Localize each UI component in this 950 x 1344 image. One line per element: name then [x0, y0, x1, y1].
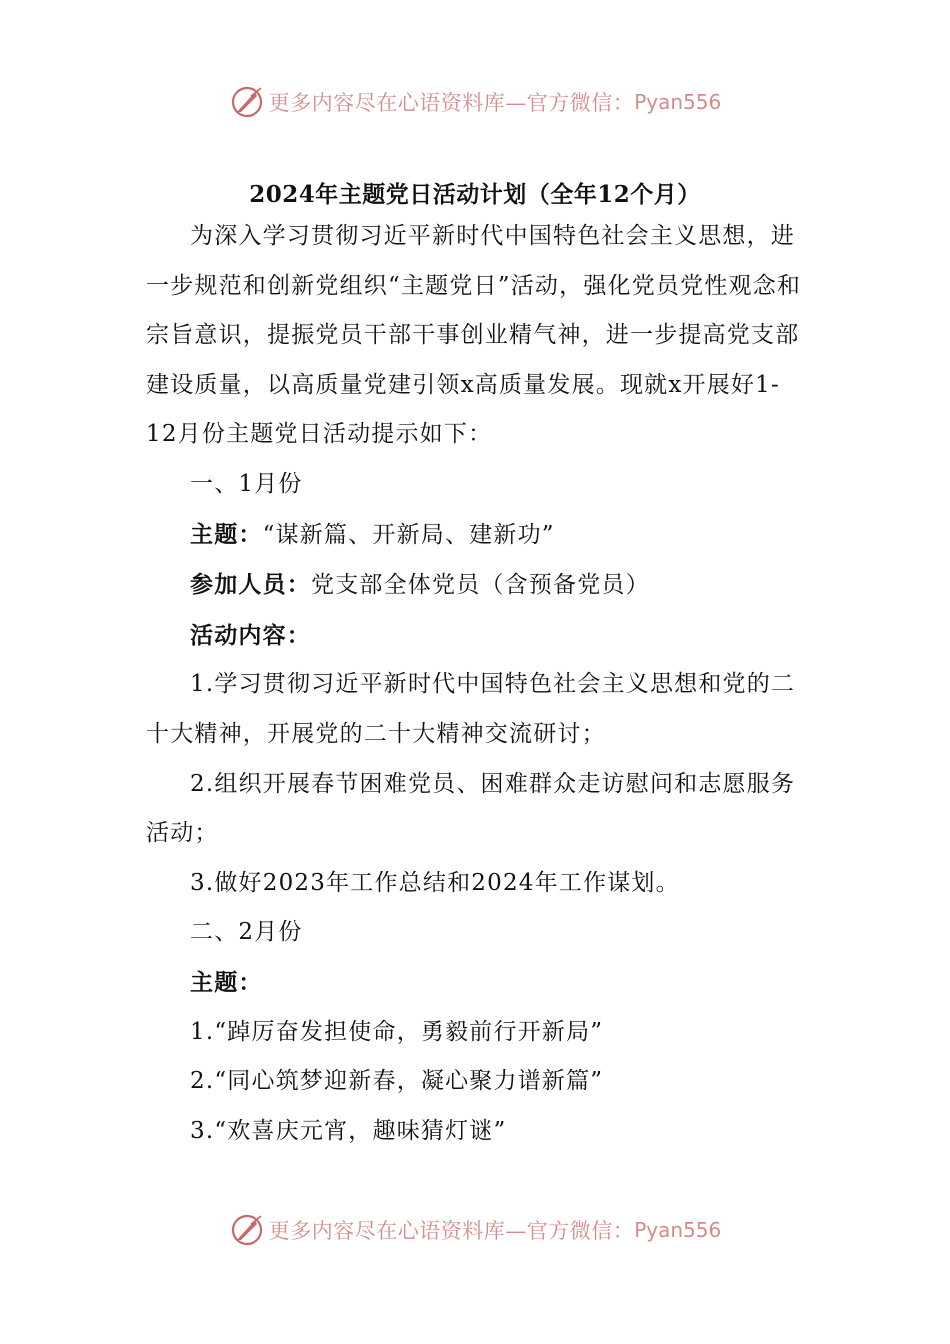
- watermark-header: [0, 82, 950, 122]
- theme-item: 3.“欢喜庆元宵，趣味猜灯谜”: [190, 1117, 507, 1144]
- quill-logo-icon: [229, 1212, 265, 1248]
- watermark-handle: Pyan556: [634, 1218, 722, 1242]
- watermark-text: 更多内容尽在心语资料库—官方微信：: [268, 91, 635, 115]
- theme-label: 主题：: [190, 520, 263, 548]
- document-title: 2024年主题党日活动计划（全年12个月）: [249, 181, 701, 208]
- activity-item: 2.组织开展春节困难党员、困难群众走访慰问和志愿服务活动；: [146, 770, 796, 847]
- theme-label: 主题：: [190, 968, 263, 996]
- participants-label: 参加人员：: [190, 571, 311, 599]
- section-heading: 二、2月份: [190, 919, 303, 946]
- theme-value: “谋新篇、开新局、建新功”: [262, 521, 555, 548]
- quill-logo-icon: [229, 84, 265, 120]
- theme-item: 2.“同心筑梦迎新春，凝心聚力谱新篇”: [190, 1068, 604, 1095]
- activity-item: 3.做好2023年工作总结和2024年工作谋划。: [190, 869, 680, 896]
- theme-item: 1.“踔厉奋发担使命，勇毅前行开新局”: [190, 1018, 604, 1045]
- watermark-text: 更多内容尽在心语资料库—官方微信：: [268, 1219, 635, 1243]
- section-heading: 一、1月份: [190, 470, 303, 497]
- watermark-handle: Pyan556: [634, 90, 722, 114]
- theme-line: [146, 510, 806, 561]
- activities-label: 活动内容：: [190, 621, 311, 649]
- participants-value: 党支部全体党员（含预备党员）: [311, 572, 650, 599]
- intro-paragraph: 为深入学习贯彻习近平新时代中国特色社会主义思想，进一步规范和创新党组织“主题党日”活动，强化党员党性观念和宗旨意识，提振党员干部干事创业精气神，进一步提高党支部建设质量，以高质量党建引领x高质量发展。现就x开展好1-12月份主题党日活动提示如下：: [146, 223, 802, 448]
- participants-line: [146, 560, 806, 611]
- document-body: [146, 212, 806, 1156]
- watermark-footer: [0, 1210, 950, 1250]
- activity-item: 1.学习贯彻习近平新时代中国特色社会主义思想和党的二十大精神，开展党的二十大精神交流研讨；: [146, 671, 796, 747]
